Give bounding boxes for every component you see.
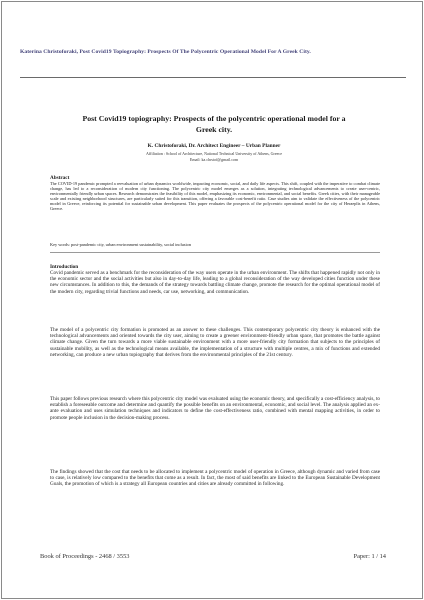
paper-page [1, 1, 423, 599]
abstract-text: The COVID-19 pandemic prompted a reevaluation of urban dynamics worldwide, impacting economic, social, and daily life aspects. This shift, coupled with the imperative to combat climate change, has led to a reconsideration of modern city functioning. The polycentric city model emerges as a solution, integrating technological advancements to create user-centric, environmentally friendly urban spaces. Research demonstrates the feasibility of this model, emphasizing its economic, environmental, and social benefits. Greek cities, with their manageable scale and existing neighborhood structures, are particularly suited for this transition, offering a favorable cost-benefit ratio. Case studies aim to validate the effectiveness of the polycentric model in Greece, reinforcing its potential for sustainable urban development. This paper evaluates the prospects of the polycentric operational model for the city of Heraeplis in Athens, Greece. [50, 181, 380, 212]
intro-paragraph-1: Covid pandemic served as a benchmark for the reconsideration of the way users operate in the urban environment. The shifts that happened rapidly not only in the economic sector and the social activities but also in day-to-day life, leading to a global reconsideration of the way developed cities function under these new circumstances. In addition to this, the demands of the strategy towards battling climate change, promote the research for the optimal operational model of the modern city, regarding trivial functions and needs, car use, networking, and communication. [50, 270, 380, 295]
paper-title: Post Covid19 topiography: Prospects of the polycentric operational model for a Greek city. [82, 114, 346, 134]
running-head: Katerina Christoforaki, Post Covid19 Topiography: Prospects Of The Polycentric Operational Model For A Greek City. [20, 49, 311, 55]
abstract-heading: Abstract [50, 175, 70, 181]
author-line: K. Christoforaki, Dr. Architect Engineer – Urban Planner [147, 143, 281, 149]
intro-paragraph-3: This paper follows previous research where this polycentric city model was evaluated using the economic theory, and specifically a cost-efficiency analysis, to establish a foreseeable outcome and determine and quantify the possible benefits on an environmental, economic, and social level. The analysis applied an ex-ante evaluation and uses simulation techniques and indicators to define the cost-effectiveness ratio, combined with mental mapping activities, in order to promote people inclusion in the decision-making process. [50, 396, 380, 421]
affiliation-line: Affiliation : School of Architecture, National Technical University of Athens, Greece [146, 151, 282, 156]
email-line: Email: ka.chrstof@gmail.com [189, 157, 239, 162]
footer-proceedings: Book of Proceedings - 2468 / 3553 [40, 553, 130, 560]
introduction-heading: Introduction [50, 264, 79, 270]
footer-page-number: Paper: 1 / 14 [353, 553, 386, 560]
abstract-rule [50, 252, 380, 253]
header-rule [20, 77, 406, 78]
intro-paragraph-2: The model of a polycentric city formation is promoted as an answer to these challenges. This contemporary polycentric city theory is enhanced with the technological advancements and oriented towards the city user, aiming to create a greener environment-friendly urban space, that promotes the battle against climate change. Given the turn towards a more viable sustainable environment with a more user-friendly city formation that subjects to the principles of sustainable mobility, as well as the technological means available, the implementation of a structure with multiple centres, a mix of functions and extended networking, can produce a new urban topiography that derives from the environmental principles of the 21st century. [50, 327, 380, 358]
keywords-line: Key words: post-pandemic city, urban environment sustainability, social inclusion [50, 242, 191, 247]
intro-paragraph-4: The findings showed that the cost that needs to be allocated to implement a polycentric model of operation in Greece, although dynamic and varied from case to case, is relatively low compared to the benefits that come as a result. In fact, the most of said benefits are linked to the European Sustainable Development Goals, the promotion of which is a strategy all European countries and cities are already committed in following. [50, 469, 380, 488]
